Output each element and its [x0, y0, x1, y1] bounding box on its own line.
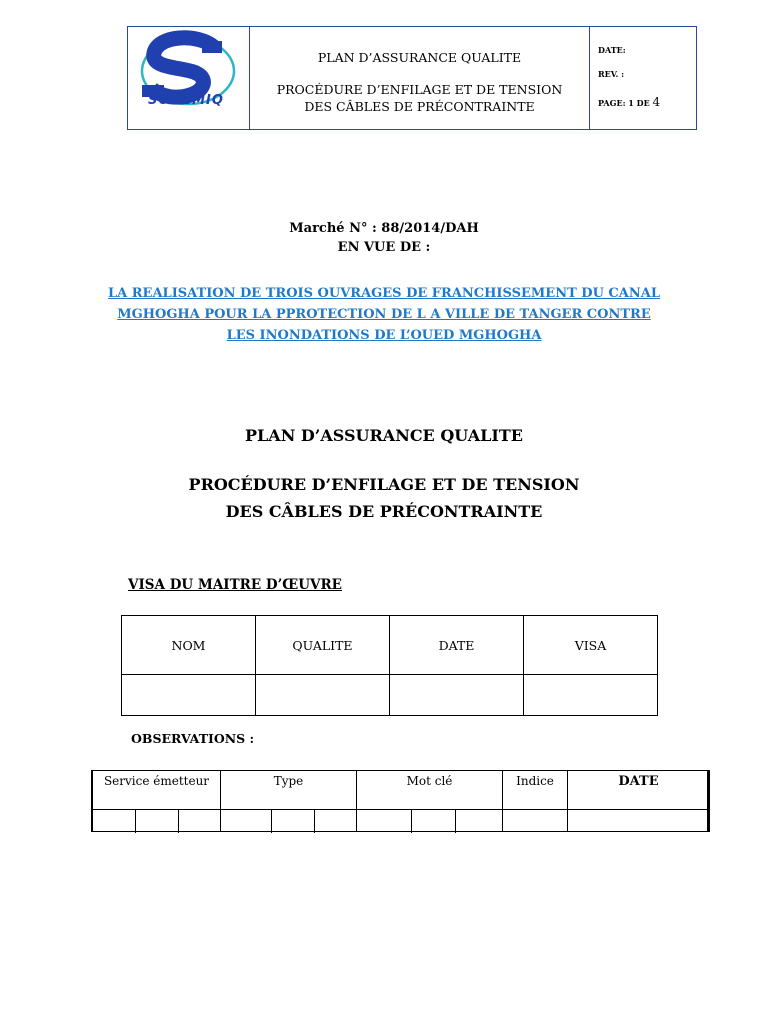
sodemiq-logo — [128, 27, 246, 127]
visa-label: VISA DU MAITRE D’ŒUVRE — [128, 577, 342, 593]
sub-divider — [455, 809, 456, 833]
sub-divider — [135, 809, 136, 833]
visa-col-nom: NOM — [122, 616, 256, 675]
visa-table — [121, 615, 658, 716]
row-divider — [93, 809, 707, 810]
marche-number: Marché N° : 88/2014/DAH — [289, 221, 479, 236]
header-subtitle — [250, 81, 589, 115]
project-line-1: LA REALISATION DE TROIS OUVRAGES DE FRANCHISSEMENT DU CANAL — [108, 286, 660, 301]
visa-entry-row — [122, 675, 658, 716]
sub-divider — [271, 809, 272, 833]
document-reference-table — [91, 770, 710, 832]
indice-label: Indice — [516, 774, 554, 788]
header-title: PLAN D’ASSURANCE QUALITE — [317, 50, 522, 65]
page-total: 4 — [652, 95, 661, 109]
visa-cell-qualite — [256, 675, 390, 716]
mot-cle-label: Mot clé — [406, 774, 453, 788]
sub-divider — [178, 809, 179, 833]
service-emetteur-label: Service émetteur — [103, 774, 210, 788]
date-label: DATE: — [598, 45, 626, 55]
plan-subtitle — [0, 471, 768, 525]
project-line-2: MGHOGHA POUR LA PPROTECTION DE L A VILLE DE TANGER CONTRE — [117, 307, 651, 322]
plan-title: PLAN D’ASSURANCE QUALITE — [245, 426, 523, 445]
visa-cell-date — [390, 675, 524, 716]
plan-subtitle-line2: DES CÂBLES DE PRÉCONTRAINTE — [225, 502, 543, 521]
project-line-3: LES INONDATIONS DE L’OUED MGHOGHA — [226, 328, 542, 343]
logo-text: SODEMIQ — [148, 93, 224, 108]
visa-col-visa: VISA — [524, 616, 658, 675]
sub-divider — [411, 809, 412, 833]
project-description — [0, 283, 768, 346]
visa-col-qualite: QUALITE — [256, 616, 390, 675]
header-subtitle-line1: PROCÉDURE D’ENFILAGE ET DE TENSION — [276, 82, 563, 97]
marche-block — [0, 219, 768, 257]
type-label: Type — [273, 774, 304, 788]
logo-cell — [128, 27, 250, 129]
header-meta-cell — [590, 27, 696, 129]
date-column-label: DATE — [618, 774, 659, 789]
page-label: PAGE: 1 DE — [598, 98, 650, 108]
visa-header-row — [122, 616, 658, 675]
header-title-cell — [250, 27, 590, 129]
header-subtitle-line2: DES CÂBLES DE PRÉCONTRAINTE — [304, 99, 535, 114]
rev-label: REV. : — [598, 69, 625, 79]
visa-cell-visa — [524, 675, 658, 716]
document-header — [127, 26, 697, 130]
plan-subtitle-line1: PROCÉDURE D’ENFILAGE ET DE TENSION — [188, 475, 580, 494]
visa-cell-nom — [122, 675, 256, 716]
observations-label: OBSERVATIONS : — [131, 731, 255, 746]
en-vue-de: EN VUE DE : — [337, 240, 431, 255]
visa-col-date: DATE — [390, 616, 524, 675]
sub-divider — [314, 809, 315, 833]
col-divider — [709, 771, 710, 831]
page-indicator — [598, 95, 660, 109]
